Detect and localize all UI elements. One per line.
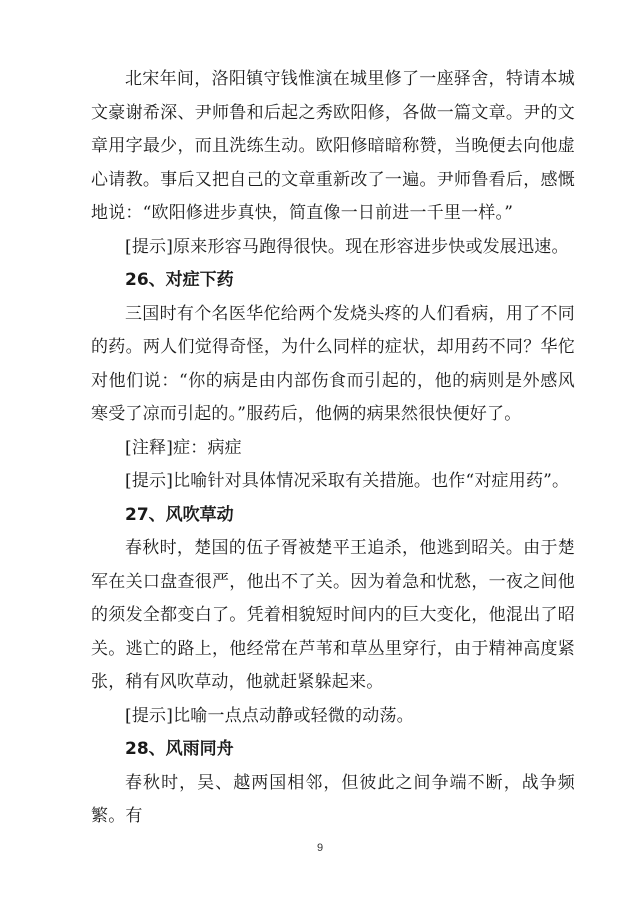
story-paragraph: 春秋时，吴、越两国相邻，但彼此之间争端不断，战争频繁。有 [91,772,575,826]
section-heading: 28、风雨同舟 [125,739,234,759]
section-heading: 26、对症下药 [125,270,234,290]
hint-paragraph: [提示]比喻针对具体情况采取有关措施。也作“对症用药”。 [125,471,570,491]
story-paragraph: 三国时有个名医华佗给两个发烧头疼的人们看病，用了不同的药。两人们觉得奇怪，为什么同样的症状，却用药不同？华佗对他们说：“你的病是由内部伤食而引起的，他的病则是外感风寒受了凉而引起的。”服药后，他俩的病果然很快便好了。 [91,303,575,424]
story-paragraph: 春秋时，楚国的伍子胥被楚平王追杀，他逃到昭关。由于楚军在关口盘查很严，他出不了关。因为着急和忧愁，一夜之间他的须发全都变白了。凭着相貌短时间内的巨大变化，他混出了昭关。逃亡的路上，他经常在芦苇和草丛里穿行，由于精神高度紧张，稍有风吹草动，他就赶紧躲起来。 [91,538,575,692]
story-paragraph: 北宋年间，洛阳镇守钱惟演在城里修了一座驿舍，特请本城文豪谢希深、尹师鲁和后起之秀欧阳修，各做一篇文章。尹的文章用字最少，而且洗练生动。欧阳修暗暗称赞，当晚便去向他虚心请教。事后又把自己的文章重新改了一遍。尹师鲁看后，感慨地说：“欧阳修进步真快，简直像一日前进一千里一样。” [91,69,575,223]
section-heading: 27、风吹草动 [125,504,234,525]
page-content [91,63,575,834]
hint-paragraph: [提示]比喻一点点动静或轻微的动荡。 [125,705,414,726]
page-number: 9 [316,842,324,854]
hint-paragraph: [提示]原来形容马跑得很快。现在形容进步快或发展迅速。 [125,236,569,257]
note-paragraph: [注释]症：病症 [125,437,242,458]
